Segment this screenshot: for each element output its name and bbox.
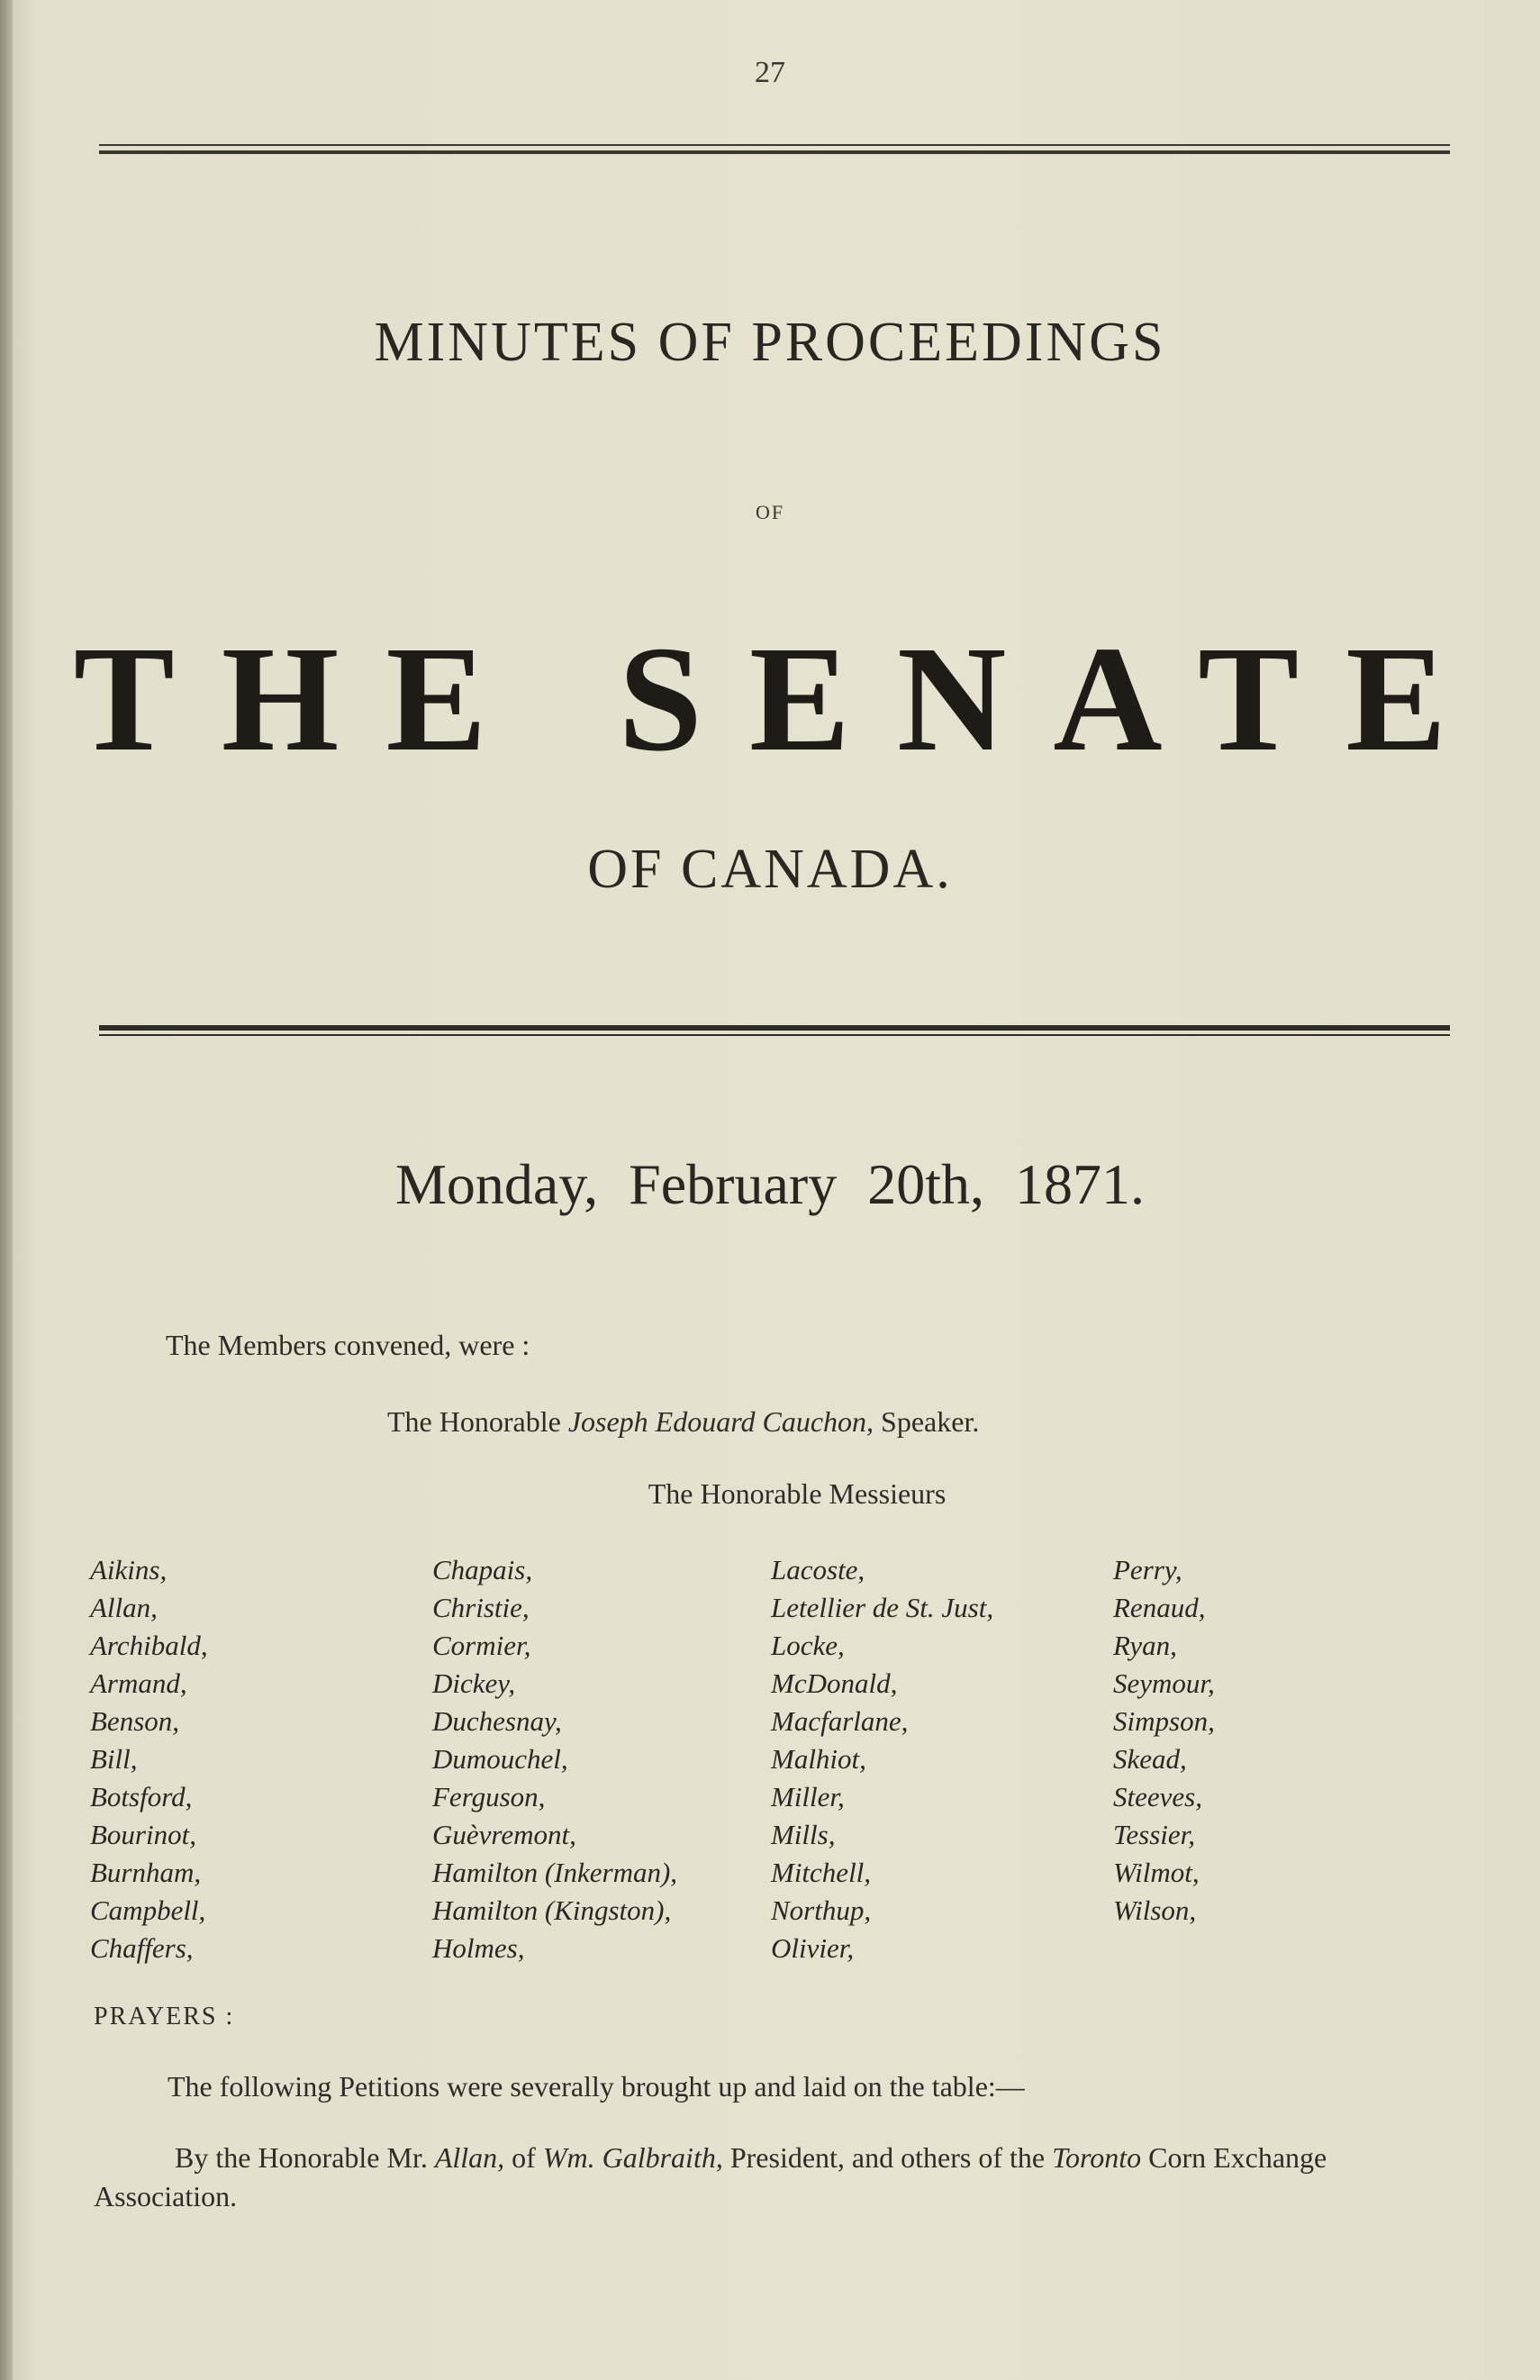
member-name: Wilmot, bbox=[1113, 1857, 1200, 1888]
member-name: Guèvremont, bbox=[432, 1819, 576, 1850]
messieurs-heading: The Honorable Messieurs bbox=[648, 1477, 947, 1510]
member-name: Allan, bbox=[90, 1592, 158, 1623]
member-name: Chapais, bbox=[432, 1554, 533, 1585]
member-name: Steeves, bbox=[1113, 1781, 1202, 1812]
speaker-suffix: Speaker. bbox=[881, 1405, 980, 1438]
member-name: Holmes, bbox=[432, 1932, 525, 1964]
speaker-prefix: The Honorable bbox=[387, 1405, 561, 1438]
petitioner-senator: Allan, bbox=[434, 2141, 505, 2174]
member-name: Duchesnay, bbox=[432, 1705, 562, 1737]
members-convened-line: The Members convened, were : bbox=[166, 1329, 530, 1361]
heading-the-senate: THE SENATE bbox=[73, 615, 1494, 783]
top-double-rule bbox=[99, 144, 1450, 157]
member-name: Dickey, bbox=[432, 1667, 516, 1699]
member-name: Hamilton (Inkerman), bbox=[432, 1857, 678, 1888]
member-name: Renaud, bbox=[1113, 1592, 1206, 1623]
member-name: Macfarlane, bbox=[771, 1705, 909, 1737]
speaker-name: Joseph Edouard Cauchon, bbox=[567, 1405, 874, 1438]
member-name: Mills, bbox=[771, 1819, 836, 1850]
member-name: Botsford, bbox=[90, 1781, 193, 1812]
heading-of: OF bbox=[755, 501, 785, 523]
member-name: Campbell, bbox=[90, 1894, 206, 1926]
speaker-line bbox=[387, 1405, 979, 1439]
petition-text: President, and others of the bbox=[729, 2141, 1046, 2174]
petition-text: of bbox=[512, 2141, 536, 2174]
member-name: Chaffers, bbox=[90, 1932, 194, 1964]
member-name: Lacoste, bbox=[771, 1554, 865, 1585]
member-name: Cormier, bbox=[432, 1630, 531, 1661]
member-name: Malhiot, bbox=[771, 1743, 866, 1775]
member-name: Christie, bbox=[432, 1592, 530, 1623]
member-name: Locke, bbox=[771, 1630, 845, 1661]
petition-paragraph bbox=[94, 2139, 1463, 2216]
member-name: Miller, bbox=[771, 1781, 845, 1812]
member-name: Mitchell, bbox=[771, 1857, 872, 1888]
member-name: Seymour, bbox=[1113, 1667, 1215, 1699]
petition-text: By the Honorable Mr. bbox=[175, 2141, 428, 2174]
member-name: Bill, bbox=[90, 1743, 138, 1775]
petition-text: Corn Exchange Association. bbox=[94, 2141, 1327, 2212]
members-column-4 bbox=[1113, 1551, 1215, 1930]
heading-of-canada: OF CANADA. bbox=[587, 839, 953, 900]
member-name: Northup, bbox=[771, 1894, 872, 1926]
member-name: Letellier de St. Just, bbox=[771, 1592, 994, 1623]
petition-city: Toronto bbox=[1052, 2141, 1142, 2174]
member-name: Aikins, bbox=[90, 1554, 168, 1585]
member-name: Hamilton (Kingston), bbox=[432, 1894, 672, 1926]
member-name: Simpson, bbox=[1113, 1705, 1215, 1737]
members-column-3 bbox=[771, 1551, 993, 1967]
member-name: Ryan, bbox=[1113, 1630, 1177, 1661]
member-name: Burnham, bbox=[90, 1857, 202, 1888]
session-date: Monday, February 20th, 1871. bbox=[395, 1152, 1145, 1216]
member-name: Benson, bbox=[90, 1705, 180, 1737]
petitions-intro: The following Petitions were severally brought up and laid on the table:— bbox=[168, 2070, 1025, 2103]
member-name: Bourinot, bbox=[90, 1819, 196, 1850]
middle-double-rule bbox=[99, 1025, 1450, 1040]
members-column-1 bbox=[90, 1551, 208, 1967]
page-number: 27 bbox=[755, 56, 785, 89]
member-name: Olivier, bbox=[771, 1932, 855, 1964]
member-name: Dumouchel, bbox=[432, 1743, 568, 1775]
member-name: McDonald, bbox=[771, 1667, 898, 1699]
members-column-2 bbox=[432, 1551, 677, 1967]
petitioner-name: Wm. Galbraith, bbox=[542, 2141, 723, 2174]
member-name: Skead, bbox=[1113, 1743, 1187, 1775]
member-name: Armand, bbox=[90, 1667, 187, 1699]
heading-minutes: MINUTES OF PROCEEDINGS bbox=[374, 312, 1166, 373]
member-name: Archibald, bbox=[90, 1630, 208, 1661]
member-name: Ferguson, bbox=[432, 1781, 546, 1812]
member-name: Perry, bbox=[1113, 1554, 1182, 1585]
member-name: Wilson, bbox=[1113, 1894, 1197, 1926]
prayers-label: PRAYERS : bbox=[94, 2003, 235, 2030]
member-name: Tessier, bbox=[1113, 1819, 1196, 1850]
